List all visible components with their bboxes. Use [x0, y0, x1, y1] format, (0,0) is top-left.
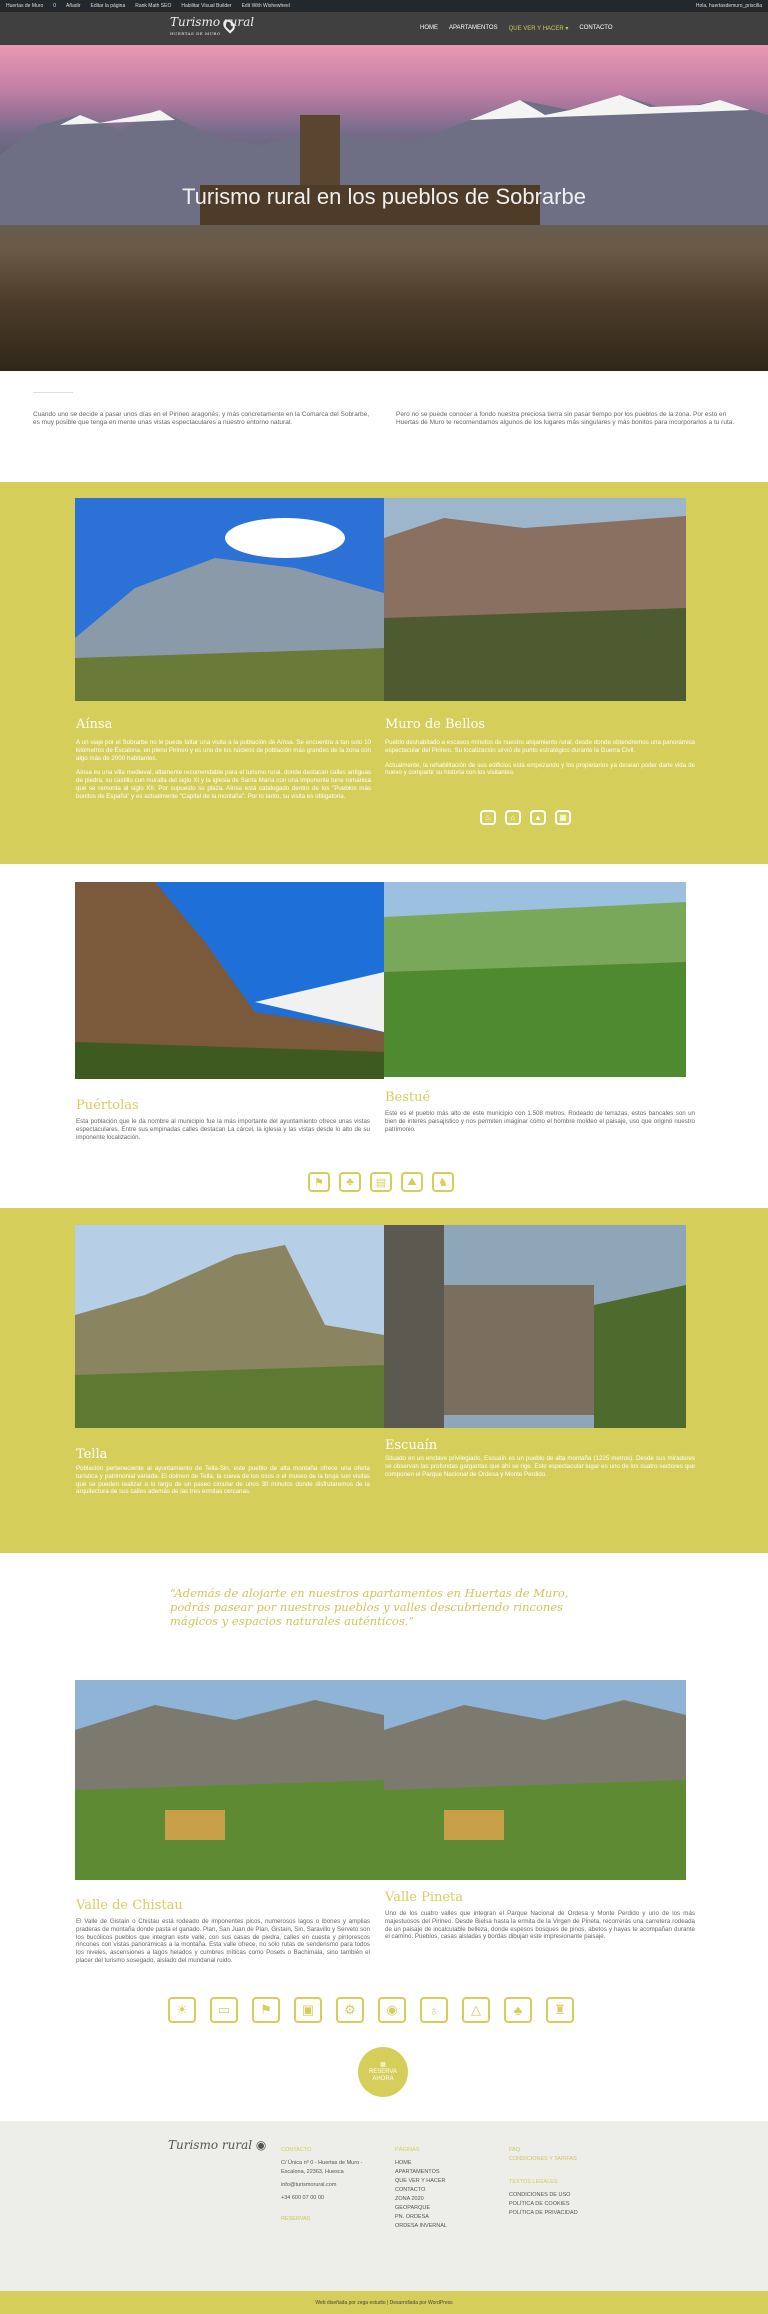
bestue-title: Bestué	[385, 1090, 431, 1105]
footer-pages: PÁGINAS HOME APARTAMENTOS QUE VER Y HACER CONTACTO ZONA 2020 GEOPARQUE PN. ORDESA ORDESA INVERNAL	[395, 2147, 447, 2229]
footer-link-uso[interactable]: CONDICIONES DE USO	[509, 2192, 571, 2198]
fire-icon: ♨	[480, 810, 496, 825]
footer-address: C/ Única nº 0 - Huertas de Muro - Escalona, 22363, Huesca	[281, 2160, 363, 2175]
signpost-icon: ⚑	[252, 1997, 280, 2023]
band-2-icons	[308, 1172, 454, 1192]
bike-icon: ⚙	[336, 1997, 364, 2023]
escuain-text: Situado en un enclave privilegiado, Escuaín es un pueblo de alta montaña (1225 metros). Desde sus miradores se observan las profundas gargantas que ahí se rige. Este espectacular lugar es uno de los cuatro sectores que componen el Parque Nacional de Ordesa y Monte Perdido.	[385, 1455, 695, 1478]
valle-chistau-title: Valle de Chistau	[76, 1898, 183, 1913]
band-1-icons	[480, 810, 571, 825]
site-logo[interactable]	[170, 17, 254, 39]
reserve-button[interactable]: ▦ RESERVA AHORA	[358, 2047, 408, 2097]
map-icon: ▤	[370, 1172, 392, 1192]
footer-link-que-ver[interactable]: QUE VER Y HACER	[395, 2178, 446, 2184]
footer-link-apartamentos[interactable]: APARTAMENTOS	[395, 2169, 440, 2175]
buildings-icon: ▦	[555, 810, 571, 825]
cyclist-icon: ♁	[420, 1997, 448, 2023]
cabin-icon: ▲	[530, 810, 546, 825]
footer-conditions[interactable]: CONDICIONES Y TARIFAS	[509, 2156, 577, 2162]
muro-de-bellos-image	[384, 498, 686, 701]
muro-de-bellos-title: Muro de Bellos	[385, 717, 486, 732]
tree-icon: ♣	[504, 1997, 532, 2023]
footer-link-privacidad[interactable]: POLÍTICA DE PRIVACIDAD	[509, 2210, 578, 2216]
intro-section	[33, 392, 735, 427]
intro-divider	[33, 392, 73, 393]
muro-de-bellos-text: Pueblo deshabitado a escasos minutos de nuestro alojamiento rural, desde donde obtendremos una panorámica espectacular del Pirineo. Su localización sirvió de punto estratégico durante la Guerra Civil. Actualmente, la rehabilitación de sus edificios está empezando y los propietarios ya desean poder darle vida de nuevo y compartir su historia con los visitantes.	[385, 739, 695, 777]
menu-home[interactable]: HOME	[420, 25, 438, 31]
footer-logo[interactable]: Turismo rural ◉	[168, 2138, 267, 2152]
activities-icons	[168, 1997, 574, 2023]
logo-text: Turismo rural	[170, 15, 255, 29]
puertolas-text: Esta población que le da nombre al municipio fue la más importante del ayuntamiento ofrece unas vistas espectaculares. Entre sus empinadas calles destacan La cárcel, la iglesia y las vistas desde lo alto de su imponente localización.	[76, 1118, 370, 1141]
tent-icon: △	[462, 1997, 490, 2023]
house-icon: ⌂	[505, 810, 521, 825]
footer-link-cookies[interactable]: POLÍTICA DE COOKIES	[509, 2201, 570, 2207]
puertolas-image	[75, 882, 384, 1079]
bestue-image	[384, 882, 686, 1077]
admin-bar	[0, 0, 768, 12]
escuain-image	[384, 1225, 686, 1428]
site-header	[0, 12, 768, 45]
admin-site-link[interactable]: Huertas de Muro	[6, 3, 44, 9]
tella-text: Población perteneciente al ayuntamiento de Tella-Sin, este pueblo de alta montaña ofrece una oferta turística y patrimonial variada. El dolmen de Tella, la cueva de los osos o el museo de la bruja son visitas que se pueden realizar a lo largo de un paseo circular de unos 30 minutos donde disfrutaremos de la arquitectura de sus calles además de las tres ermitas cercanas.	[76, 1465, 370, 1496]
quote-text: “Además de alojarte en nuestros apartamentos en Huertas de Muro, podrás pasear por nuestros pueblos y valles descubriendo rincones mágicos y espacios naturales auténticos.”	[170, 1586, 569, 1628]
menu-apartamentos[interactable]: APARTAMENTOS	[449, 25, 498, 31]
puertolas-title: Puértolas	[76, 1098, 139, 1113]
footer-credit: Web diseñada por zega estudio | Desarrollada por WordPress	[0, 2291, 768, 2314]
tella-title: Tella	[76, 1447, 108, 1462]
intro-left-text: Cuando uno se decide a pasar unos días en el Pirineo aragonés, y más concretamente en la Comarca del Sobrarbe, es muy posible que tenga en mente unas vistas espectaculares a nuestro entorno natural.	[33, 411, 370, 426]
footer-link-ordesa[interactable]: PN. ORDESA	[395, 2214, 429, 2220]
admin-edit-page[interactable]: Editar la página	[90, 3, 126, 9]
tree-icon: ♣	[339, 1172, 361, 1192]
bestue-text: Este es el pueblo más alto de este municipio con 1.508 metros. Rodeado de terrazas, estos bancales son un bien de interés paisajístico y nos permiten imaginar cómo el hombre moldeó el paisaje, uso que originó nuestro patrimonio.	[385, 1110, 695, 1133]
footer-link-zona[interactable]: ZONA 2020	[395, 2196, 424, 2202]
footer-link-geoparque[interactable]: GEOPARQUE	[395, 2205, 431, 2211]
intro-right-text: Pero no se puede conocer a fondo nuestra preciosa tierra sin pasar tiempo por los pueblos de la zona. Por esto en Huertas de Muro te recomendamos algunos de los lugares más singulares y más bonitos para incorporarlos a tu ruta.	[396, 411, 735, 426]
hero-title: Turismo rural en los pueblos de Sobrarbe	[182, 184, 586, 209]
bed-icon: ▭	[210, 1997, 238, 2023]
menu-que-ver-y-hacer[interactable]: QUE VER Y HACER ▾	[508, 26, 569, 32]
frame-icon: ▣	[294, 1997, 322, 2023]
admin-add-new[interactable]: Añadir	[66, 3, 81, 9]
logo-subtitle: HUERTAS DE MURO	[170, 31, 221, 36]
footer-link-home[interactable]: HOME	[395, 2160, 412, 2166]
admin-wishewheel[interactable]: Edit With Wishewheel	[241, 3, 290, 9]
ainsa-text: A un viaje por el Sobrarbe no le puede faltar una visita a la población de Aínsa. Se encuentra a tan solo 10 kilómetros de Escalona, en pleno Pirineo y es uno de los núcleos de población más grandes de la zona con algo más de 2000 habitantes. Aínsa es una villa medieval, altamente recomendable para el turismo rural, donde destacan calles antiguas de piedra, su castillo con muralla del siglo XI y la iglesia de Santa María con una imponente torre románica que se remonta al siglo XII. Por supuesto su plaza. Aínsa está catalogado dentro de los "Pueblos más bonitos de España" y es actualmente "Capital de la montaña". Por lo tanto, su visita es obligatoria.	[76, 739, 371, 800]
tella-image	[75, 1225, 384, 1428]
admin-comments[interactable]: 0	[53, 3, 57, 9]
calendar-icon: ▦	[380, 2061, 386, 2068]
hero-image	[0, 45, 768, 371]
sun-icon: ☀	[168, 1997, 196, 2023]
footer-contact: CONTACTO C/ Única nº 0 - Huertas de Muro - Escalona, 22363, Huesca info@turismorural.com +34 600 07 00 00 RESERVAS	[281, 2146, 371, 2224]
valle-pineta-title: Valle Pineta	[385, 1890, 464, 1905]
valle-pineta-text: Uno de los cuatro valles que integran el Parque Nacional de Ordesa y Monte Perdido y uno de los más majestuosos del Pirineo. Desde Bielsa hasta la ermita de la Virgen de Pineta, recorrerás una carretera rodeada de un paisaje de incalculable belleza, donde espesos bosques de pinos, abetos y hayas te acompañan durante el camino. Pueblos, casas aisladas y bordas dibujan este impresionante paisaje.	[385, 1910, 695, 1941]
footer-link-contacto[interactable]: CONTACTO	[395, 2187, 426, 2193]
camera-icon: ◉	[378, 1997, 406, 2023]
valle-chistau-image	[75, 1680, 384, 1880]
signpost-icon: ⚑	[308, 1172, 330, 1192]
footer-faq[interactable]: FAQ	[509, 2147, 521, 2153]
footer-phone[interactable]: +34 600 07 00 00	[281, 2195, 324, 2201]
valle-pineta-image	[384, 1680, 686, 1880]
escuain-title: Escuaín	[385, 1438, 438, 1453]
footer-email[interactable]: info@turismorural.com	[281, 2182, 337, 2188]
admin-visual-builder[interactable]: Habilitar Visual Builder	[181, 3, 232, 9]
castle-icon: ♜	[546, 1997, 574, 2023]
footer-reservas[interactable]: RESERVAS	[281, 2216, 311, 2222]
site-footer	[0, 2121, 768, 2291]
footer-link-ordesa-invernal[interactable]: ORDESA INVERNAL	[395, 2223, 447, 2229]
admin-account[interactable]: Hola, huertasdemuro_priscilla	[695, 3, 762, 9]
horse-icon: ♞	[432, 1172, 454, 1192]
valle-chistau-text: El Valle de Gistaín o Chistau está rodeado de imponentes picos, numerosos lagos o ibones y amplias praderas de montaña donde pasta el ganado. Plan, San Juan de Plan, Gistaín, Sin, Saravillo y Serveto son los bucólicos pueblos que integran este valle, con sus casas de piedra, calles en cuesta y pintorescos rincones con vistas panorámicas a la montaña. Esta valle ofrece, no sólo rutas de senderismo para todos los niveles, ascensiones a lagos helados y cumbres míticas como Posets o Bachimala, sino también el placer del turismo sosegado, aislado del mundanal ruido.	[76, 1918, 370, 1964]
footer-legal: FAQ CONDICIONES Y TARIFAS TEXTOS LEGALES CONDICIONES DE USO POLÍTICA DE COOKIES POLÍTICA DE PRIVACIDAD	[509, 2147, 578, 2216]
ainsa-title: Aínsa	[76, 717, 113, 732]
ainsa-image	[75, 498, 384, 701]
menu-contacto[interactable]: CONTACTO	[579, 25, 613, 31]
main-menu	[420, 25, 613, 32]
hiker-icon: ⛰	[401, 1172, 423, 1192]
admin-rank-math[interactable]: Rank Math SEO	[135, 3, 172, 9]
